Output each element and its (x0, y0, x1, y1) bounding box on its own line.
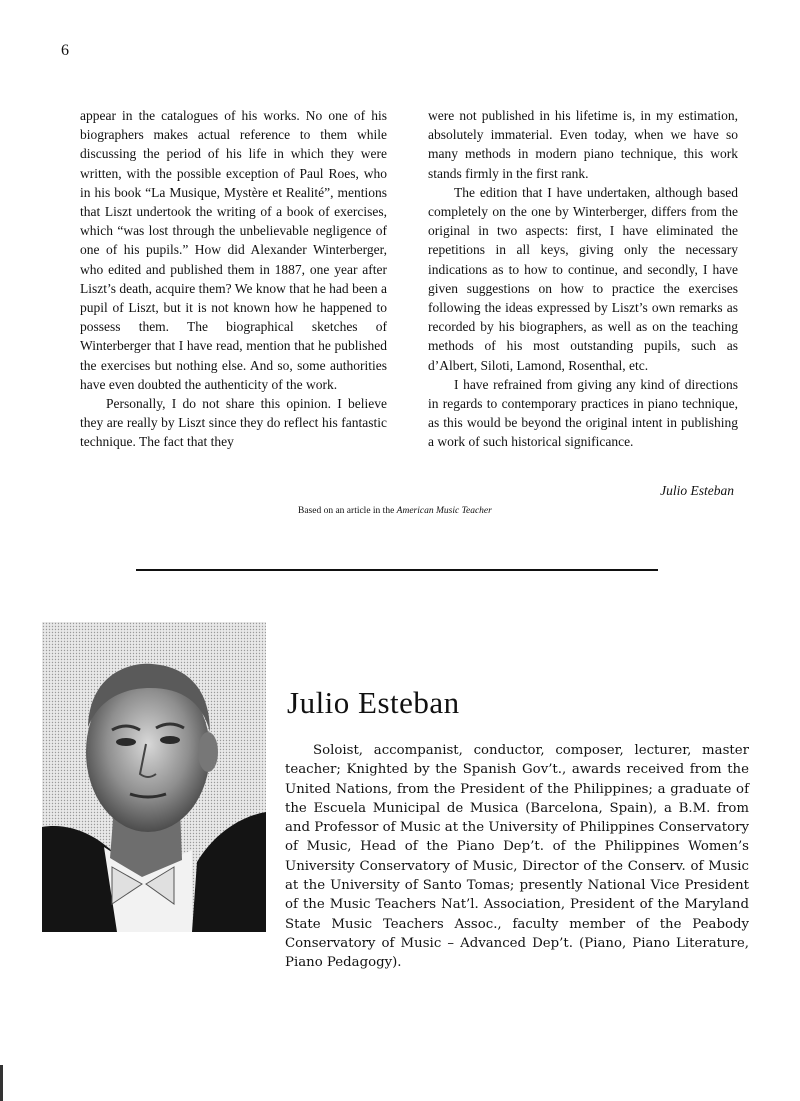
page-number: 6 (61, 42, 69, 59)
article-column-left (80, 106, 387, 452)
source-note-prefix: Based on an article in the (298, 506, 395, 516)
article-paragraph: I have refrained from giving any kind of directions in regards to contemporary practices in piano technique, as this would be beyond the original intent in publishing a work of such historical significance. (428, 376, 738, 450)
article-column-right (428, 106, 738, 452)
source-note (298, 506, 492, 516)
page-edge-mark (0, 1065, 3, 1101)
bio-name-heading: Julio Esteban (287, 685, 460, 720)
article-paragraph: The edition that I have undertaken, although based completely on the one by Winterberger, differs from the original in two aspects: first, I have eliminated the repetitions in all keys, giving only the necessary indications as to how to continue, and secondly, I have given suggestions on how to practice the exercises following the ideas expressed by Liszt’s own remarks as recorded by his biographers, as well as on the teaching methods of his most outstanding pupils, such as d’Albert, Siloti, Lamond, Rosenthal, etc. (428, 184, 738, 373)
bio-paragraph: Soloist, accompanist, conductor, composer, lecturer, master teacher; Knighted by the Spanish Gov’t., awards received from the United Nations, from the President of the Philippines; a graduate of the Escuela Municipal de Musica (Barcelona, Spain), a B.M. from and Professor of Music at the University of Philippines Conservatory of Music, Head of the Piano Dep’t. of the Philippines Women’s University Conservatory of Music, Director of the Conserv. of Music at the University of Santo Tomas; presently National Vice President of the Music Teachers Nat’l. Association, President of the Maryland State Music Teachers Assoc., faculty member of the Peabody Conservatory of Music – Advanced Dep’t. (Piano, Piano Literature, Piano Pedagogy). (285, 743, 749, 971)
bio-text (285, 741, 749, 973)
author-signature: Julio Esteban (660, 483, 734, 498)
article-paragraph: Personally, I do not share this opinion. I believe they are really by Liszt since they do reflect his fantastic technique. The fact that they (80, 396, 387, 450)
article-paragraph: were not published in his lifetime is, in my estimation, absolutely immaterial. Even today, when we have so many methods in modern piano technique, this work stands firmly in the first rank. (428, 108, 738, 181)
author-portrait (42, 622, 266, 932)
section-divider (136, 569, 658, 571)
article-paragraph: appear in the catalogues of his works. No one of his biographers makes actual reference to them while discussing the period of his life in which they were written, with the possible exception of Paul Roes, who in his book “La Musique, Mystère et Realité”, mentions that Liszt undertook the writing of a book of exercises, which “was lost through the unbelievable negligence of one of his pupils.” How did Alexander Winterberger, who edited and published them in 1887, one year after Liszt’s death, acquire them? We know that he had been a pupil of Liszt, but it is not known how he happened to possess them. The biographical sketches of Winterberger that I have read, mention that he published the exercises but nothing else. And so, some authorities have even doubted the authenticity of the work. (80, 108, 387, 392)
source-publication: American Music Teacher (396, 506, 492, 516)
